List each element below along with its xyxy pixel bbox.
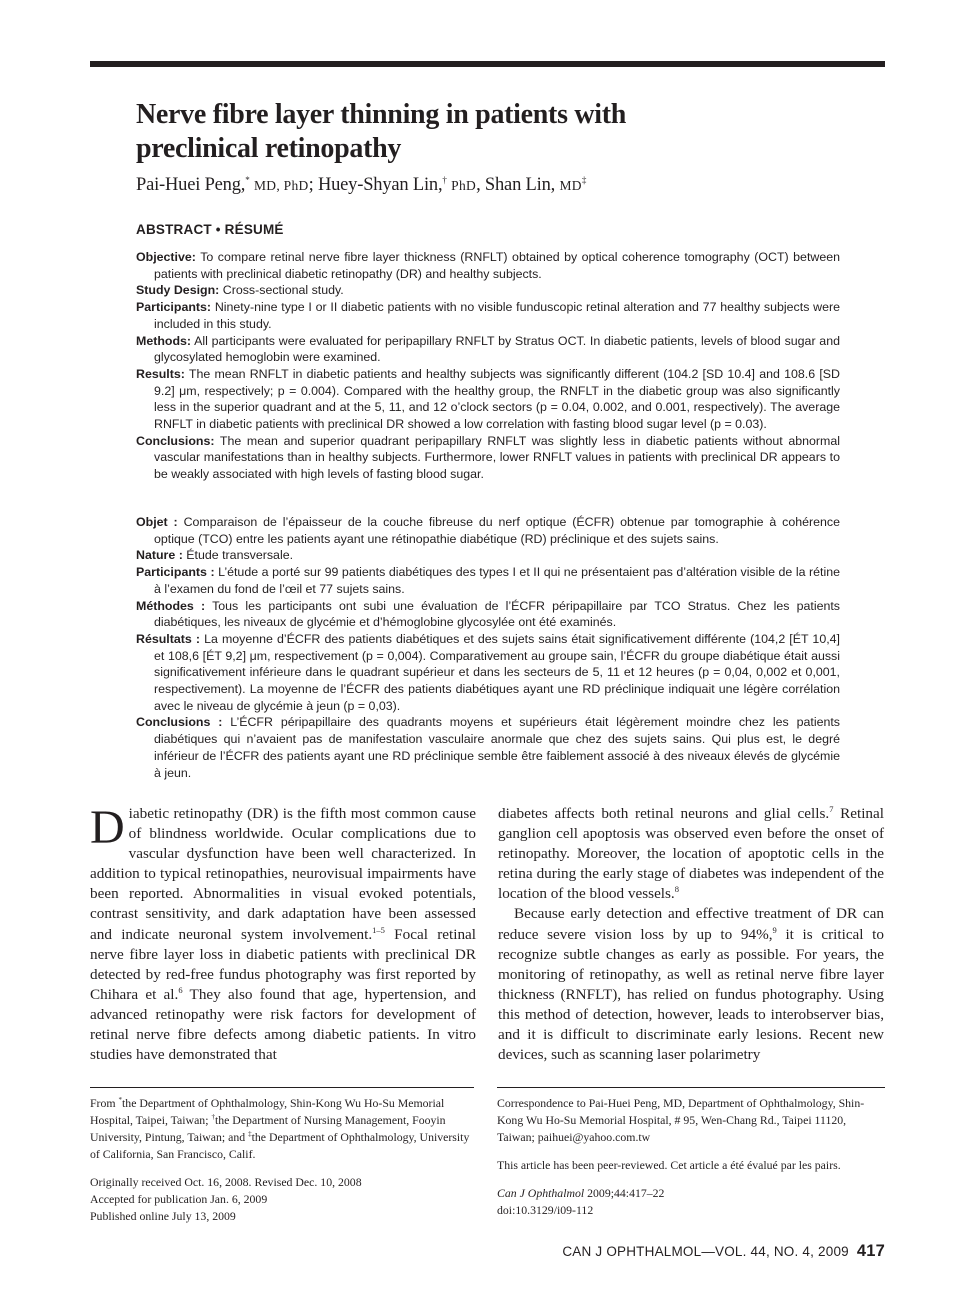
body-paragraph-3 bbox=[498, 904, 884, 1065]
abstract-section bbox=[136, 433, 840, 483]
abstract-section-text: Ninety-nine type I or II diabetic patients with no visible funduscopic retinal alteration and 77 healthy subjects were included in this study. bbox=[154, 300, 840, 331]
footnote-rule-right bbox=[497, 1087, 885, 1088]
text-run: the Department of Ophthalmology, Shin-Kong Wu Ho-Su Memorial Hospital, Taipei, Taiwan; bbox=[90, 1096, 445, 1127]
abstract-section-text: L’étude a porté sur 99 patients diabétiques des types I et II qui ne présentaient pas d’altération visible de la rétine à l’examen du fond de l’œil et 77 sujets sains. bbox=[154, 565, 840, 596]
abstract-section-text: All participants were evaluated for peripapillary RNFLT by Stratus OCT. In diabetic patients, levels of blood sugar and glycosylated hemoglobin were examined. bbox=[154, 333, 840, 365]
author-3: , Shan Lin, bbox=[476, 175, 556, 195]
citation bbox=[497, 1185, 885, 1219]
reference-marker: 1–5 bbox=[372, 924, 385, 935]
body-text bbox=[498, 805, 884, 902]
page-footer bbox=[562, 1242, 885, 1261]
reference-marker: 8 bbox=[674, 884, 679, 895]
abstract-section-text: Comparaison de l’épaisseur de la couche fibreuse du nerf optique (ÉCFR) obtenue par tomographie à cohérence optique (TCO) entre les patients ayant une rétinopathie diabétique (RD) préclinique et des sujets sains. bbox=[154, 515, 840, 546]
drop-cap: D bbox=[90, 801, 125, 854]
title-line-1: Nerve fibre layer thinning in patients with bbox=[136, 99, 627, 130]
abstract-section bbox=[136, 333, 840, 366]
author-1-mark: * bbox=[245, 175, 250, 185]
abstract-section-label: Participants : bbox=[136, 565, 215, 580]
reference-marker: ‡ bbox=[248, 1130, 252, 1138]
abstract-section-label: Méthodes : bbox=[136, 598, 206, 613]
reference-marker: 7 bbox=[829, 804, 834, 814]
accepted-date: Accepted for publication Jan. 6, 2009 bbox=[90, 1192, 268, 1206]
title-line-2: preclinical retinopathy bbox=[136, 133, 402, 164]
published-date: Published online July 13, 2009 bbox=[90, 1209, 236, 1223]
author-3-mark: ‡ bbox=[581, 175, 587, 185]
author-2-mark: † bbox=[442, 175, 447, 185]
abstract-section-label: Nature : bbox=[136, 548, 183, 563]
text-run: it is critical to recognize subtle changes as early as possible. For years, the monitoring of retinopathy, as well as retinal nerve fibre layer thickness (RNFLT), has relied on fundus photography. Using this method of detection, however, leads to interobserver bias, and it is difficult to discriminate early lesions. Recent new devices, such as scanning laser polarimetry bbox=[498, 925, 884, 1064]
abstract-section-label: Objet : bbox=[136, 515, 178, 529]
abstract-section-label: Objective: bbox=[136, 250, 196, 264]
text-run: They also found that age, hypertension, and advanced retinopathy were risk factors for development of retinal nerve fibre defects among diabetic patients. In vitro studies have demonstrated that bbox=[90, 985, 477, 1064]
reference-marker: 9 bbox=[772, 924, 777, 935]
text-run: the Department of Nursing Management, Fooyin University, Pintung, Taiwan; and bbox=[90, 1113, 446, 1144]
abstract-section bbox=[136, 249, 840, 282]
abstract-section-text: Tous les participants ont subi une évaluation de l’ÉCFR péripapillaire par TCO Stratus. Chez les patients diabétiques, les niveaux de glycémie et d’hémoglobine glycosylée ont été examinés. bbox=[154, 598, 840, 630]
page-number: 417 bbox=[856, 1242, 885, 1260]
footnote-rule-left bbox=[90, 1087, 474, 1088]
footnotes-right bbox=[497, 1095, 885, 1230]
abstract-section-label: Participants: bbox=[136, 300, 212, 315]
abstract-section-text: The mean and superior quadrant peripapillary RNFLT was slightly less in diabetic patients without abnormal vascular manifestations than in healthy subjects. Furthermore, lower RNFLT values in patients with preclinical DR appears to be weakly associated with high levels of fasting blood sugar. bbox=[154, 433, 840, 482]
abstract-section-text: The mean RNFLT in diabetic patients and healthy subjects was significantly different (104.2 [SD 10.4] and 108.6 [SD 9.2] μm, respectively; p = 0.004). Compared with the healthy group, the RNFLT in the diabetic group was also significantly less in the superior quadrant and at the 5, 11, and 12 o’clock sectors (p = 0.04, 0.002, and 0.001, respectively). The average RNFLT in diabetic patients with preclinical DR showed a low correlation with fasting blood sugar level (p = 0.03). bbox=[154, 366, 841, 432]
abstract-section-text: To compare retinal nerve fibre layer thickness (RNFLT) obtained by optical coherence tomography (OCT) between patients with preclinical diabetic retinopathy (DR) and healthy subjects. bbox=[154, 250, 841, 281]
abstract-section bbox=[136, 714, 840, 781]
abstract-section bbox=[136, 282, 840, 299]
author-2-degree: PhD bbox=[451, 178, 477, 193]
text-run: Focal retinal nerve fibre layer loss in diabetic patients with preclinical DR detected by red-free fundus photography was first reported by Chihara et al. bbox=[90, 925, 476, 1003]
body-column-left bbox=[90, 801, 477, 1065]
abstract-section-label: Conclusions : bbox=[136, 715, 223, 730]
author-1-degree: MD, PhD bbox=[253, 178, 309, 193]
correspondence: Correspondence to Pai-Huei Peng, MD, Department of Ophthalmology, Shin-Kong Wu Ho-Su Memorial Hospital, # 95, Wen-Chang Rd., Taipei 11120, Taiwan; paihuei@yahoo.com.tw bbox=[497, 1096, 865, 1144]
body-paragraph-1 bbox=[90, 801, 477, 1065]
abstract-english bbox=[136, 249, 840, 483]
abstract-section-label: Study Design: bbox=[136, 283, 220, 298]
article-title bbox=[136, 98, 836, 166]
text-run: Because early detection and effective treatment of DR can reduce severe vision loss by up to 94%, bbox=[498, 905, 884, 943]
citation-journal: Can J Ophthalmol bbox=[497, 1186, 585, 1200]
abstract-section-text: L’ÉCFR péripapillaire des quadrants moyens et supérieurs était légèrement moindre chez les patients diabétiques qui n’avaient pas de manifestation vasculaire anormale que chez des sujets sains. Qui plus est, le degré inférieur de l’ÉCFR des patients ayant une RD préclinique semble être faiblement associé à des niveaux élevés de glycémie à jeun. bbox=[154, 715, 840, 780]
abstract-section bbox=[136, 564, 840, 597]
author-line bbox=[136, 175, 856, 196]
affiliations bbox=[90, 1095, 478, 1163]
abstract-section-text: La moyenne d’ÉCFR des patients diabétiques et des sujets sains était significativement différente (104,2 [ÉT 10,4] et 108,6 [ÉT 9,2] μm, respectivement (p = 0,004). Comparativement au groupe sain, l’ÉCFR du groupe diabétique était aussi significativement inférieure dans le quadrant supérieur et dans les secteurs de 5, 11 et 12 heures (p = 0,04, 0,002 et 0,001, respectivement). La moyenne de l’ÉCFR des patients diabétiques ayant une RD préclinique indiquait une légère corrélation avec le niveau de glycémie à jeun (p = 0,03). bbox=[154, 631, 840, 713]
body-paragraph-2 bbox=[498, 804, 884, 904]
author-2: ; Huey-Shyan Lin, bbox=[308, 175, 443, 195]
abstract-section bbox=[136, 514, 840, 547]
abstract-french bbox=[136, 514, 840, 781]
reference-marker: * bbox=[118, 1096, 123, 1104]
reference-marker: † bbox=[211, 1113, 215, 1121]
text-run: From bbox=[90, 1096, 119, 1110]
abstract-section bbox=[136, 631, 840, 715]
abstract-section-text: Étude transversale. bbox=[186, 548, 294, 563]
body-text bbox=[498, 905, 884, 1063]
reference-marker: 6 bbox=[178, 984, 183, 995]
abstract-section bbox=[136, 366, 840, 433]
top-rule bbox=[90, 61, 885, 67]
citation-details: 2009;44:417–22 bbox=[584, 1186, 665, 1200]
abstract-section-text: Cross-sectional study. bbox=[222, 283, 344, 298]
footnotes-left bbox=[90, 1095, 478, 1236]
author-1: Pai-Huei Peng, bbox=[136, 175, 246, 195]
text-run: diabetes affects both retinal neurons and glial cells. bbox=[498, 805, 830, 822]
dates bbox=[90, 1174, 478, 1225]
abstract-section-label: Results: bbox=[136, 366, 185, 381]
abstract-section-label: Conclusions: bbox=[136, 433, 215, 448]
abstract-section-label: Methods: bbox=[136, 333, 192, 348]
peer-review-note: This article has been peer-reviewed. Cet article a été évalué par les pairs. bbox=[497, 1158, 841, 1172]
abstract-section-label: Résultats : bbox=[136, 631, 200, 646]
text-run: iabetic retinopathy (DR) is the fifth most common cause of blindness worldwide. Ocular complications due to vascular dysfunction have been well characterized. In addition to typical retinopathies, neurovisual impairments have been reported. Abnormalities in visual evoked potentials, contrast sensitivity, and dark adaptation have been assessed and indicate neuronal system involvement. bbox=[90, 805, 476, 943]
doi-link[interactable]: doi:10.3129/i09-112 bbox=[497, 1203, 594, 1217]
abstract-section bbox=[136, 299, 840, 332]
body-text bbox=[90, 801, 477, 1064]
received-date: Originally received Oct. 16, 2008. Revised Dec. 10, 2008 bbox=[90, 1175, 362, 1189]
text-run: Retinal ganglion cell apoptosis was observed even before the onset of retinopathy. Moreover, the location of apoptotic cells in the retina during the early stage of diabetes was independent of the location of the blood vessels. bbox=[498, 805, 884, 903]
body-column-right bbox=[498, 804, 884, 1065]
author-3-degree: MD bbox=[559, 178, 582, 193]
abstract-section bbox=[136, 547, 840, 564]
text-run: the Department of Ophthalmology, University of California, San Francisco, Calif. bbox=[90, 1130, 470, 1161]
affiliation-text bbox=[90, 1096, 469, 1161]
abstract-heading: ABSTRACT • RÉSUMÉ bbox=[136, 222, 284, 237]
journal-footer: CAN J OPHTHALMOL—VOL. 44, NO. 4, 2009 bbox=[562, 1244, 849, 1259]
abstract-section bbox=[136, 598, 840, 631]
